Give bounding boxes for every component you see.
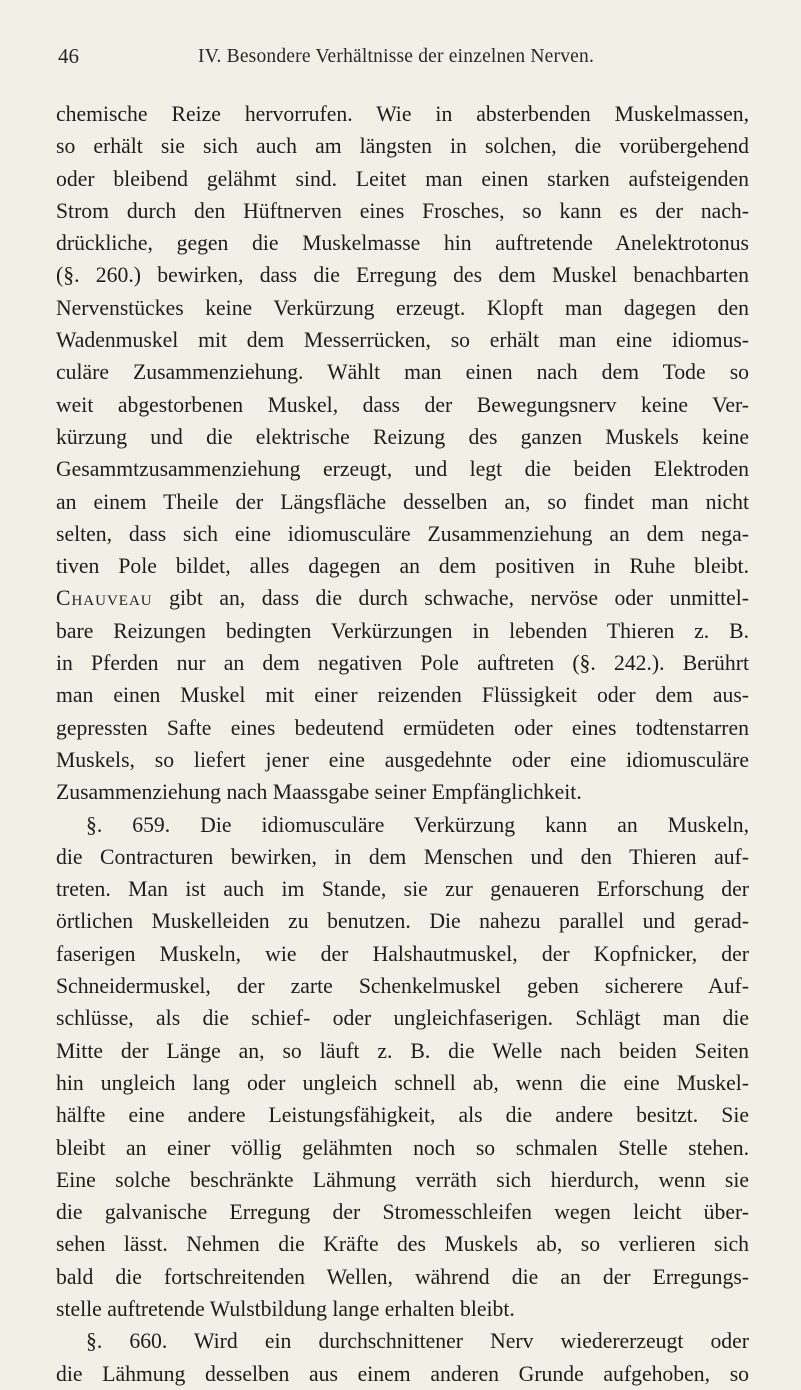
line-text: Strom durch den Hüftnerven eines Frosches, so kann es der nach- [56,198,749,223]
text-line [56,841,749,873]
line-text: Zusammenziehung nach Maassgabe seiner Empfänglichkeit. [56,780,582,805]
text-line [56,873,749,905]
text-line [56,712,749,744]
text-line [56,615,749,647]
line-text: tiven Pole bildet, alles dagegen an dem positiven in Ruhe bleibt. [56,554,749,579]
text-line [56,163,749,195]
body-text [56,98,749,1390]
line-text: chemische Reize hervorrufen. Wie in absterbenden Muskelmassen, [56,102,749,126]
text-line [56,938,749,970]
author-name: Chauveau [56,586,153,611]
line-text: §. 659. Die idiomusculäre Verkürzung kann an Muskeln, [86,812,749,837]
running-title: IV. Besondere Verhältnisse der einzelnen Nerven. [198,46,595,67]
text-line [56,1293,749,1325]
line-text: schlüsse, als die schief- oder ungleichfaserigen. Schlägt man die [56,1006,749,1031]
text-line [56,356,749,388]
text-line [56,1261,749,1293]
text-line [56,1067,749,1099]
line-text: sehen lässt. Nehmen die Kräfte des Muskels ab, so verlieren sich [56,1232,749,1257]
page-header [58,44,751,74]
line-text: so erhält sie sich auch am längsten in solchen, die vorübergehend [56,134,749,159]
text-line [56,518,749,550]
line-text: bleibt an einer völlig gelähmten noch so schmalen Stelle stehen. [56,1135,749,1160]
line-text: bald die fortschreitenden Wellen, während die an der Erregungs- [56,1264,749,1289]
line-text: hin ungleich lang oder ungleich schnell ab, wenn die eine Muskel- [56,1070,749,1095]
text-line [56,227,749,259]
line-text: stelle auftretende Wulstbildung lange erhalten bleibt. [56,1296,515,1321]
line-text: faserigen Muskeln, wie der Halshautmuskel, der Kopfnicker, der [56,941,749,966]
line-text: Mitte der Länge an, so läuft z. B. die Welle nach beiden Seiten [56,1038,749,1063]
line-text: selten, dass sich eine idiomusculäre Zusammenziehung an dem nega- [56,521,749,546]
text-line [56,1196,749,1228]
line-text: drückliche, gegen die Muskelmasse hin auftretende Anelektrotonus [56,231,749,256]
line-text: treten. Man ist auch im Stande, sie zur genaueren Erforschung der [56,877,749,902]
line-text: Gesammtzusammenziehung erzeugt, und legt die beiden Elektroden [56,457,749,482]
text-line [56,389,749,421]
text-line [56,1164,749,1196]
line-text: die Lähmung desselben aus einem anderen Grunde aufgehoben, so [56,1361,749,1386]
line-text: die Contracturen bewirken, in dem Menschen und den Thieren auf- [56,844,749,869]
line-text: die galvanische Erregung der Stromesschleifen wegen leicht über- [56,1200,749,1225]
line-text: bare Reizungen bedingten Verkürzungen in lebenden Thieren z. B. [56,618,749,643]
line-text: örtlichen Muskelleiden zu benutzen. Die nahezu parallel und gerad- [56,909,749,934]
text-line [56,1325,749,1357]
text-line [56,1035,749,1067]
text-line [56,421,749,453]
line-text: Wadenmuskel mit dem Messerrücken, so erhält man eine idiomus- [56,328,749,353]
line-text: culäre Zusammenziehung. Wählt man einen nach dem Tode so [56,360,749,385]
text-line [56,809,749,841]
text-line [56,1132,749,1164]
text-line [56,130,749,162]
text-line [56,1099,749,1131]
text-line [56,744,749,776]
text-line [56,1228,749,1260]
line-text: hälfte eine andere Leistungsfähigkeit, als die andere besitzt. Sie [56,1103,749,1128]
text-line [56,453,749,485]
text-line [56,259,749,291]
text-line [56,550,749,582]
line-text: Nervenstückes keine Verkürzung erzeugt. Klopft man dagegen den [56,295,749,320]
page-number: 46 [58,44,79,68]
line-text: (§. 260.) bewirken, dass die Erregung des dem Muskel benachbarten [56,263,749,288]
line-text: weit abgestorbenen Muskel, dass der Bewegungsnerv keine Ver- [56,392,749,417]
text-line [56,195,749,227]
line-text: in Pferden nur an dem negativen Pole auftreten (§. 242.). Berührt [56,651,749,676]
text-line [56,1358,749,1390]
line-text: gepressten Safte eines bedeutend ermüdeten oder eines todtenstarren [56,715,749,740]
text-line [56,776,749,808]
text-line [56,324,749,356]
text-line [56,1002,749,1034]
text-line [56,905,749,937]
line-text: Muskels, so liefert jener eine ausgedehnte oder eine idiomusculäre [56,747,749,772]
line-text: Schneidermuskel, der zarte Schenkelmuskel geben sicherere Auf- [56,974,749,999]
line-text: Eine solche beschränkte Lähmung verräth sich hierdurch, wenn sie [56,1167,749,1192]
text-line [56,582,749,614]
text-line [56,292,749,324]
line-text: an einem Theile der Längsfläche desselben an, so findet man nicht [56,489,749,514]
text-line [56,486,749,518]
line-text: oder bleibend gelähmt sind. Leitet man einen starken aufsteigenden [56,166,749,191]
line-text: §. 660. Wird ein durchschnittener Nerv wiedererzeugt oder [86,1329,749,1354]
text-line [56,98,749,130]
text-line [56,647,749,679]
line-text: man einen Muskel mit einer reizenden Flüssigkeit oder dem aus- [56,683,749,708]
text-line [56,679,749,711]
line-text: kürzung und die elektrische Reizung des ganzen Muskels keine [56,424,749,449]
text-line [56,970,749,1002]
line-text: gibt an, dass die durch schwache, nervöse oder unmittel- [152,586,749,611]
